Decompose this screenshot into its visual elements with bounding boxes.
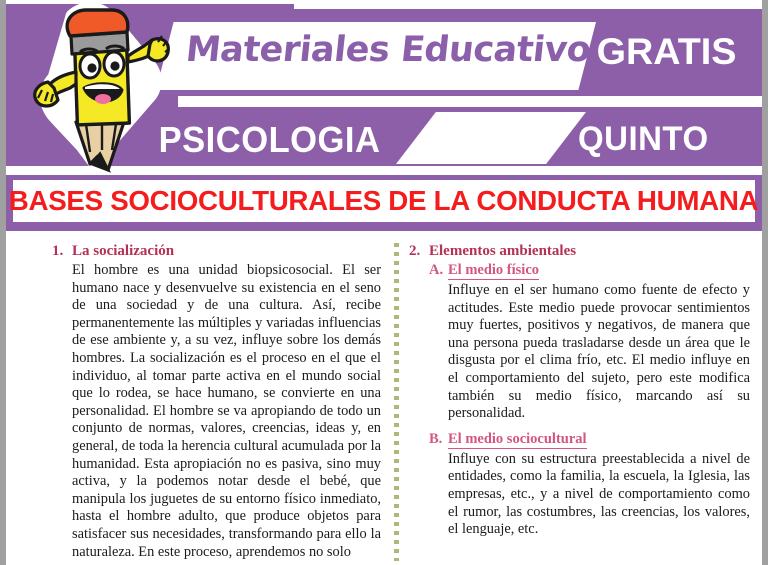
lesson-title-text: BASES SOCIOCULTURALES DE LA CONDUCTA HUMANA <box>9 185 759 216</box>
section-number-1: 1. <box>52 243 64 259</box>
column-divider <box>394 243 399 561</box>
banner-white-stripe-top <box>294 0 762 9</box>
subsection-a-body: Influye en el ser humano como fuente de efecto y actitudes. Este medio puede provocar sentimientos muy fuertes, positivos y negativos, de manera que una persona pueda trasladarse desde un área que le disgusta por el clima frío, etc. El medio influye en el comportamiento del sujeto, pero este modifica también su medio físico, marcando así su personalidad. <box>448 282 750 422</box>
header-subject-label: PSICOLOGIA <box>158 119 381 160</box>
section-body-1: El hombre es una unidad biopsicosocial. El ser humano nace y desenvuelve su existencia en el seno de una sociedad y de una cultura. Así, recibe permanentemente las múltiples y variadas influencias de ese ambiente y, a su vez, influye sobre los demás hombres. La socialización es el proceso en el que el individuo, al tomar parte activa en el mundo social que lo rodea, se hace humano, se convierte en una personalidad. El hombre se va apropiando de todo un conjunto de normas, valores, creencias, ideas y, en general, de toda la herencia cultural acumulada por la humanidad. Esta apropiación no es pasiva, sino muy activa, y la podemos notar desde el bebé, que manipula los juguetes de su entorno físico inmediato, hasta el hombre adulto, que produce objetos para satisfacer sus necesidades, transformando para ello la naturaleza. En este proceso, aprendemos no solo <box>72 262 381 560</box>
subsection-a-title: El medio físico <box>448 262 540 278</box>
lesson-title-inner <box>9 180 759 222</box>
header-grade-label: QUINTO <box>578 120 709 158</box>
subsection-b-heading <box>429 431 750 449</box>
header-gratis-badge: GRATIS <box>596 31 737 72</box>
section-heading-1 <box>52 243 381 260</box>
subsection-b-letter: B. <box>429 430 443 447</box>
banner-white-stripe-middle <box>178 96 762 107</box>
section-number-2: 2. <box>409 243 421 259</box>
pencil-mascot-icon <box>24 4 174 175</box>
subsection-b <box>429 431 750 539</box>
subsection-a-heading <box>429 262 750 280</box>
content-area <box>6 231 762 563</box>
header-banner <box>6 0 762 175</box>
subsection-a <box>429 262 750 423</box>
left-column <box>6 243 391 563</box>
lesson-title-bar <box>6 175 762 231</box>
subsection-b-body: Influye con su estructura preestablecida a nivel de entidades, como la familia, la escuela, la Iglesia, las empresas, etc., y a nivel de comportamiento como el rumor, las costumbres, las creencias, los valores, el lenguaje, etc. <box>448 450 750 538</box>
header-materiales-title: Materiales Educativos <box>183 30 613 70</box>
subsection-b-title: El medio sociocultural <box>448 430 587 447</box>
section-heading-2 <box>409 243 750 260</box>
banner-white-shape-parallelogram <box>396 112 586 164</box>
section-title-1: La socialización <box>72 243 175 259</box>
right-column <box>391 243 762 563</box>
section-title-2: Elementos ambientales <box>429 243 577 259</box>
subsection-a-letter: A. <box>429 262 444 278</box>
